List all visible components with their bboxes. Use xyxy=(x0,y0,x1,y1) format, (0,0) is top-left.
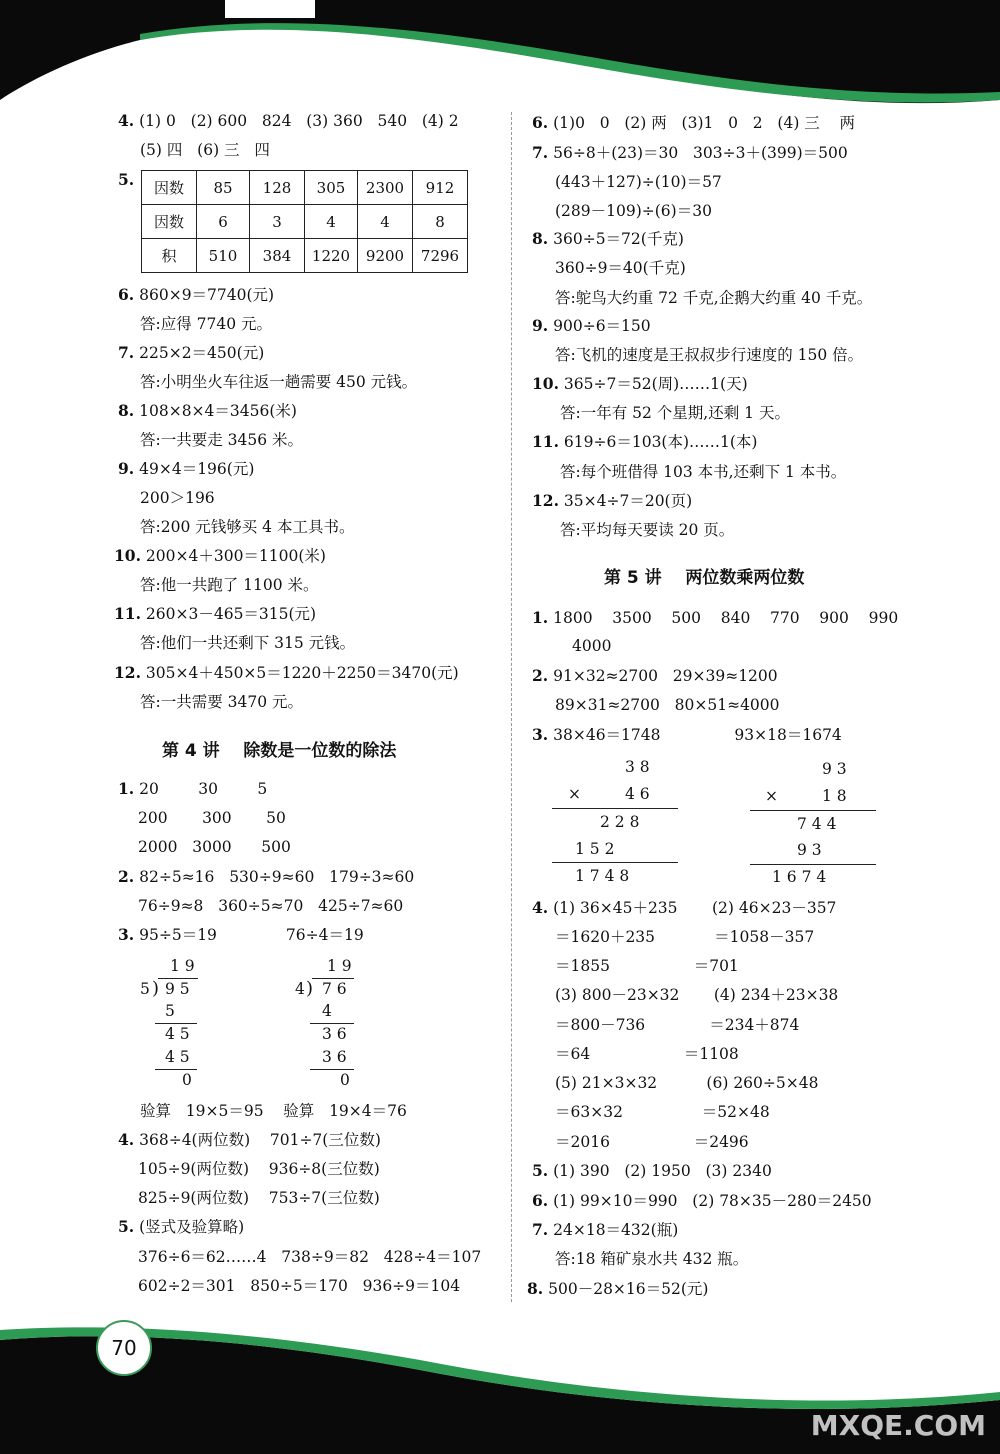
column-divider xyxy=(511,112,512,1302)
question-number: 7. xyxy=(532,143,549,162)
answer-line xyxy=(555,1249,748,1269)
table-cell: 积 xyxy=(142,239,197,273)
answer-text: 1800 3500 500 840 770 900 990 xyxy=(553,609,899,627)
answer-line xyxy=(118,459,254,479)
partial-product: 1 5 2 xyxy=(575,840,615,858)
answer-line xyxy=(140,140,270,160)
answer-text: (1) 390 (2) 1950 (3) 2340 xyxy=(553,1162,772,1180)
answer-line xyxy=(140,372,417,392)
answer-text: 38×46＝1748 93×18＝1674 xyxy=(553,726,842,744)
table-cell: 384 xyxy=(250,239,305,273)
answer-line xyxy=(532,1220,678,1240)
answer-text: 108×8×4＝3456(米) xyxy=(139,402,297,420)
answer-line xyxy=(532,1191,872,1211)
answer-line xyxy=(140,1101,407,1121)
answer-text: (3) 800－23×32 (4) 234＋23×38 xyxy=(555,986,839,1004)
left-section-heading: 第 4 讲 除数是一位数的除法 xyxy=(162,741,397,761)
question-number: 6. xyxy=(532,1191,549,1210)
question-number: 7. xyxy=(118,343,135,362)
answer-text: 260×3－465＝315(元) xyxy=(145,605,317,623)
multiplier: 1 8 xyxy=(822,787,847,805)
answer-line xyxy=(572,636,611,656)
answer-text: 376÷6＝62……4 738÷9＝82 428÷4＝107 xyxy=(138,1248,482,1266)
answer-text: 答:鸵鸟大约重 72 千克,企鹅大约重 40 千克。 xyxy=(555,289,873,307)
answer-text: 602÷2＝301 850÷5＝170 936÷9＝104 xyxy=(138,1277,461,1295)
answer-text: (5) 四 (6) 三 四 xyxy=(140,141,270,159)
watermark: MXQE.COM xyxy=(810,1409,986,1442)
division-dividend: 7 6 xyxy=(322,980,347,998)
answer-text: 200＞196 xyxy=(140,489,215,507)
table-cell: 7296 xyxy=(413,239,468,273)
division-divisor: 4 xyxy=(295,980,305,998)
answer-line xyxy=(532,229,684,249)
answer-text: 368÷4(两位数) 701÷7(三位数) xyxy=(139,1131,381,1149)
table-cell: 4 xyxy=(358,205,413,239)
times-sign: × xyxy=(765,787,778,805)
question-number: 1. xyxy=(532,608,549,627)
division-remainder: 0 xyxy=(182,1071,192,1089)
question-number: 8. xyxy=(527,1279,544,1298)
answer-text: (1) 99×10＝990 (2) 78×35－280＝2450 xyxy=(553,1192,872,1210)
table-cell: 因数 xyxy=(142,205,197,239)
division-step: 5 xyxy=(165,1002,175,1020)
answer-text: 95÷5＝19 76÷4＝19 xyxy=(139,926,364,944)
answer-text: (289－109)÷(6)＝30 xyxy=(555,202,712,220)
answer-line xyxy=(118,867,414,887)
table-cell: 8 xyxy=(413,205,468,239)
answer-line xyxy=(532,898,836,918)
answer-line xyxy=(555,985,838,1005)
answer-line xyxy=(532,374,748,394)
partial-product: 9 3 xyxy=(797,841,822,859)
question-number: 2. xyxy=(532,666,549,685)
answer-line xyxy=(118,170,139,190)
answer-line xyxy=(532,432,757,452)
division-step: 4 xyxy=(322,1002,332,1020)
multiplicand: 3 8 xyxy=(625,758,650,776)
product: 1 6 7 4 xyxy=(772,868,827,886)
answer-text: (竖式及验算略) xyxy=(139,1218,245,1236)
answer-text: 500－28×16＝52(元) xyxy=(548,1280,709,1298)
question-number: 8. xyxy=(532,229,549,248)
answer-text: (5) 21×3×32 (6) 260÷5×48 xyxy=(555,1074,819,1092)
answer-text: 答:18 箱矿泉水共 432 瓶。 xyxy=(555,1250,749,1268)
answer-text: ＝64 ＝1108 xyxy=(555,1045,739,1063)
answer-line xyxy=(532,316,651,336)
question-number: 9. xyxy=(532,316,549,335)
answer-line xyxy=(532,143,848,163)
answer-text: 200 300 50 xyxy=(138,809,286,827)
answer-line xyxy=(114,546,326,566)
times-sign: × xyxy=(568,785,581,803)
table-cell: 9200 xyxy=(358,239,413,273)
question-number: 6. xyxy=(532,113,549,132)
multiplier: 4 6 xyxy=(625,785,650,803)
answer-line xyxy=(118,111,459,131)
answer-text: 89×31≈2700 80×51≈4000 xyxy=(555,696,780,714)
answer-text: 24×18＝432(瓶) xyxy=(553,1221,679,1239)
question-number: 3. xyxy=(532,725,549,744)
answer-text: (1) 36×45＋235 (2) 46×23－357 xyxy=(553,899,837,917)
answer-text: 225×2＝450(元) xyxy=(139,344,265,362)
answer-text: (1)0 0 (2) 两 (3)1 0 2 (4) 三 两 xyxy=(553,114,856,132)
answer-line xyxy=(138,1276,460,1296)
answer-line xyxy=(532,666,778,686)
answer-text: 答:飞机的速度是王叔叔步行速度的 150 倍。 xyxy=(555,346,864,364)
division-dividend: 9 5 xyxy=(165,980,190,998)
question-number: 8. xyxy=(118,401,135,420)
answer-line xyxy=(138,1247,481,1267)
table-cell: 2300 xyxy=(358,171,413,205)
question-number: 5. xyxy=(118,170,135,189)
question-number: 1. xyxy=(118,779,135,798)
answer-line xyxy=(118,401,297,421)
question-number: 11. xyxy=(532,432,559,451)
table-cell: 6 xyxy=(197,205,250,239)
question-number: 3. xyxy=(118,925,135,944)
answer-line xyxy=(555,258,686,278)
division-step: 4 5 xyxy=(165,1025,190,1043)
answer-line xyxy=(118,285,274,305)
division-step: 3 6 xyxy=(322,1048,347,1066)
right-section-heading: 第 5 讲 两位数乘两位数 xyxy=(604,568,805,588)
question-number: 10. xyxy=(114,546,141,565)
table-row xyxy=(142,205,468,239)
answer-line xyxy=(560,520,734,540)
answer-line xyxy=(532,113,855,133)
page-number: 70 xyxy=(96,1320,152,1376)
answer-line xyxy=(114,663,459,683)
answer-line xyxy=(555,1102,770,1122)
question-number: 4. xyxy=(532,898,549,917)
answer-line xyxy=(555,201,712,221)
answer-text: 验算 19×5＝95 验算 19×4＝76 xyxy=(140,1102,407,1120)
answer-line xyxy=(555,172,722,192)
table-cell: 128 xyxy=(250,171,305,205)
answer-text: ＝800－736 ＝234＋874 xyxy=(555,1016,800,1034)
answer-text: 365÷7＝52(周)……1(天) xyxy=(563,375,748,393)
answer-text: 答:每个班借得 103 本书,还剩下 1 本书。 xyxy=(560,463,847,481)
answer-line xyxy=(118,343,264,363)
answer-text: ＝2016 ＝2496 xyxy=(555,1133,749,1151)
answer-line xyxy=(560,403,790,423)
answer-text: 860×9＝7740(元) xyxy=(139,286,275,304)
question-number: 11. xyxy=(114,604,141,623)
answer-text: 200×4＋300＝1100(米) xyxy=(145,547,326,565)
question-number: 4. xyxy=(118,1130,135,1149)
table-cell: 510 xyxy=(197,239,250,273)
question-number: 7. xyxy=(532,1220,549,1239)
answer-text: 91×32≈2700 29×39≈1200 xyxy=(553,667,778,685)
answer-text: ＝63×32 ＝52×48 xyxy=(555,1103,770,1121)
multiplicand: 9 3 xyxy=(822,760,847,778)
answer-text: 35×4÷7＝20(页) xyxy=(563,492,693,510)
answer-text: 360÷5＝72(千克) xyxy=(553,230,684,248)
answer-line xyxy=(138,896,403,916)
answer-text: 2000 3000 500 xyxy=(138,838,291,856)
answer-line xyxy=(555,1015,799,1035)
answer-text: 56÷8＋(23)＝30 303÷3＋(399)＝500 xyxy=(553,144,848,162)
answer-line xyxy=(140,430,303,450)
answer-text: 答:应得 7740 元。 xyxy=(140,315,273,333)
answer-text: 20 30 5 xyxy=(139,780,268,798)
answer-text: 答:他一共跑了 1100 米。 xyxy=(140,576,319,594)
answer-line xyxy=(138,1188,380,1208)
division-remainder: 0 xyxy=(340,1071,350,1089)
question-number: 6. xyxy=(118,285,135,304)
answer-line xyxy=(532,608,898,628)
answer-line xyxy=(555,1044,739,1064)
answer-text: 答:一共要走 3456 米。 xyxy=(140,431,304,449)
answer-text: 825÷9(两位数) 753÷7(三位数) xyxy=(138,1189,380,1207)
answer-line xyxy=(555,1073,818,1093)
division-quotient: 1 9 xyxy=(327,957,352,975)
top-wave-banner xyxy=(0,0,1000,110)
answer-text: 49×4＝196(元) xyxy=(139,460,255,478)
answer-line xyxy=(118,1217,244,1237)
partial-product: 2 2 8 xyxy=(600,813,640,831)
question-number: 12. xyxy=(114,663,141,682)
question-number: 9. xyxy=(118,459,135,478)
answer-text: 答:一共需要 3470 元。 xyxy=(140,693,304,711)
answer-line xyxy=(138,837,291,857)
division-step: 4 5 xyxy=(165,1048,190,1066)
answer-line xyxy=(560,462,846,482)
answer-line xyxy=(555,345,863,365)
answer-text: 619÷6＝103(本)……1(本) xyxy=(563,433,758,451)
table-cell: 1220 xyxy=(305,239,358,273)
table-cell: 912 xyxy=(413,171,468,205)
answer-text: 305×4＋450×5＝1220＋2250＝3470(元) xyxy=(145,664,459,682)
question-number: 2. xyxy=(118,867,135,886)
division-divisor: 5 xyxy=(140,980,150,998)
answer-line xyxy=(118,1130,381,1150)
product: 1 7 4 8 xyxy=(575,867,630,885)
answer-line xyxy=(532,491,692,511)
answer-line xyxy=(555,956,739,976)
answer-line xyxy=(555,1132,749,1152)
answer-line xyxy=(140,314,272,334)
answer-line xyxy=(140,575,319,595)
table-cell: 3 xyxy=(250,205,305,239)
question-number: 5. xyxy=(118,1217,135,1236)
answer-text: (1) 0 (2) 600 824 (3) 360 540 (4) 2 xyxy=(139,112,459,130)
answer-line xyxy=(140,692,303,712)
answer-text: 答:小明坐火车往返一趟需要 450 元钱。 xyxy=(140,373,418,391)
answer-text: ＝1620＋235 ＝1058－357 xyxy=(555,928,815,946)
question-number: 4. xyxy=(118,111,135,130)
answer-line xyxy=(555,288,872,308)
answer-line xyxy=(140,633,355,653)
answer-line xyxy=(555,927,814,947)
answer-line xyxy=(138,1159,380,1179)
partial-product: 7 4 4 xyxy=(797,815,837,833)
division-step: 3 6 xyxy=(322,1025,347,1043)
answer-line xyxy=(114,604,316,624)
answer-text: 105÷9(两位数) 936÷8(三位数) xyxy=(138,1160,380,1178)
question-number: 5. xyxy=(532,1161,549,1180)
answer-line xyxy=(140,517,354,537)
answer-text: 360÷9＝40(千克) xyxy=(555,259,686,277)
table-cell: 305 xyxy=(305,171,358,205)
division-quotient: 1 9 xyxy=(170,957,195,975)
question-number: 10. xyxy=(532,374,559,393)
answer-text: 4000 xyxy=(572,637,612,655)
answer-text: (443＋127)÷(10)＝57 xyxy=(555,173,722,191)
answer-text: 76÷9≈8 360÷5≈70 425÷7≈60 xyxy=(138,897,404,915)
answer-text: 答:200 元钱够买 4 本工具书。 xyxy=(140,518,355,536)
table-row xyxy=(142,171,468,205)
answer-line xyxy=(532,725,842,745)
table-cell: 85 xyxy=(197,171,250,205)
answer-text: 900÷6＝150 xyxy=(553,317,651,335)
answer-text: ＝1855 ＝701 xyxy=(555,957,739,975)
answer-line xyxy=(140,488,215,508)
answer-text: 82÷5≈16 530÷9≈60 179÷3≈60 xyxy=(139,868,415,886)
answer-line xyxy=(138,808,286,828)
table-cell: 因数 xyxy=(142,171,197,205)
table-cell: 4 xyxy=(305,205,358,239)
answer-text: 答:他们一共还剩下 315 元钱。 xyxy=(140,634,356,652)
table-row xyxy=(142,239,468,273)
answer-line xyxy=(532,1161,772,1181)
answer-text: 答:一年有 52 个星期,还剩 1 天。 xyxy=(560,404,790,422)
answer-line xyxy=(555,695,780,715)
answer-line xyxy=(118,779,267,799)
question-number: 12. xyxy=(532,491,559,510)
factor-table xyxy=(141,170,468,273)
answer-text: 答:平均每天要读 20 页。 xyxy=(560,521,735,539)
answer-line xyxy=(527,1279,708,1299)
answer-line xyxy=(118,925,364,945)
